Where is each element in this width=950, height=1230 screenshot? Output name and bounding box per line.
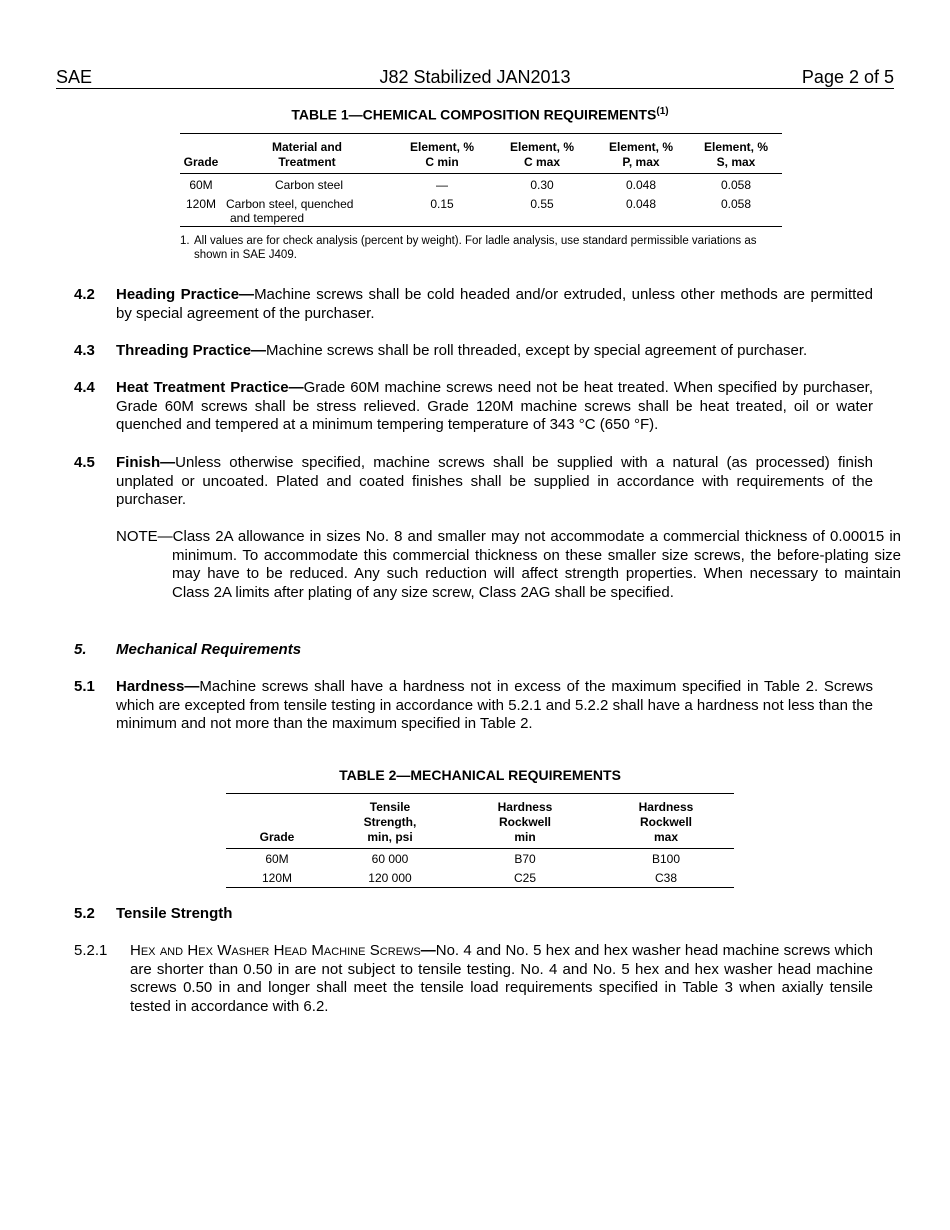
table1-cell-cmin: — bbox=[436, 178, 448, 192]
page-header bbox=[56, 66, 894, 89]
table-row bbox=[180, 174, 782, 194]
section-4-2-paragraph bbox=[116, 286, 873, 323]
section-5-1-number: 5.1 bbox=[74, 678, 95, 695]
section-4-4-number: 4.4 bbox=[74, 379, 95, 396]
table1-header-row bbox=[180, 134, 782, 174]
table1-title-footnote-ref: (1) bbox=[656, 106, 669, 117]
table2-header-tensile: Tensile Strength, min, psi bbox=[363, 800, 417, 844]
section-4-5-paragraph bbox=[116, 454, 873, 510]
table1-footnote-text: All values are for check analysis (percent by weight). For ladle analysis, use standard permissible variations as shown in SAE J409. bbox=[194, 235, 757, 261]
table1-cell-cmax: 0.55 bbox=[530, 197, 554, 211]
table2-header-hardness-max: Hardness Rockwell max bbox=[638, 800, 694, 844]
section-4-4-text: Grade 60M machine screws need not be heat treated. When specified by purchaser, Grade 60M screws shall be stress relieved. Grade 120M machine screws shall be heat treated, oil or water quenched and tempered at a minimum tempering temperature of 343 °C (650 °F). bbox=[116, 379, 873, 434]
section-5-2-1-dash: — bbox=[420, 942, 436, 959]
section-5-2-number: 5.2 bbox=[74, 905, 95, 922]
section-5-2-1-text: No. 4 and No. 5 hex and hex washer head machine screws which are shorter than 0.50 in are not subject to tensile testing. No. 4 and No. 5 hex and hex washer head machine screws 0.50 in and longer shall meet the tensile load requirements specified in Table 3 when axially tensile tested in accordance with 6.2. bbox=[130, 942, 873, 1016]
section-5-title: Mechanical Requirements bbox=[116, 641, 302, 658]
section-5-1-text: Machine screws shall have a hardness not in excess of the maximum specified in Table 2. Screws which are excepted from tensile testing in accordance with 5.2.1 and 5.2.2 shall have a hardness not less than the minimum and not more than the maximum specified in Table 2. bbox=[116, 678, 873, 733]
table1-header-grade: Grade bbox=[183, 155, 219, 169]
table1-cell-material: Carbon steel bbox=[274, 178, 344, 192]
table2-cell-hardness-min: C25 bbox=[513, 871, 536, 885]
table1-header-cmin: Element, % C min bbox=[409, 140, 475, 169]
section-4-3-paragraph bbox=[116, 342, 873, 361]
section-4-2-text: Machine screws shall be cold headed and/or extruded, unless other methods are permitted by special agreement of the purchaser. bbox=[116, 286, 874, 322]
section-5-2-title: Tensile Strength bbox=[116, 905, 233, 922]
table1-cell-pmax: 0.048 bbox=[625, 197, 657, 211]
section-4-5-text: Unless otherwise specified, machine screws shall be supplied with a natural (as processed) finish unplated or uncoated. Plated and coated finishes shall be supplied in accordance with requirements of the purchaser. bbox=[116, 454, 873, 509]
table2-cell-hardness-max: C38 bbox=[654, 871, 677, 885]
section-4-4-title: Heat Treatment Practice— bbox=[116, 379, 304, 396]
section-5-2-1-title: Hex and Hex Washer Head Machine Screws bbox=[130, 942, 421, 959]
table2-header-hardness-min: Hardness Rockwell min bbox=[497, 800, 553, 844]
table1-cell-grade: 60M bbox=[189, 178, 213, 192]
table1-header-material: Material and Treatment bbox=[271, 140, 343, 169]
table1-cell-pmax: 0.048 bbox=[625, 178, 657, 192]
table1-cell-material: Carbon steel, quenched and tempered bbox=[226, 197, 354, 225]
section-5-1-title: Hardness— bbox=[116, 678, 200, 695]
table1-title-text: TABLE 1—CHEMICAL COMPOSITION REQUIREMENTS bbox=[291, 106, 657, 123]
table2-cell-tensile: 120 000 bbox=[368, 871, 412, 885]
table1-cell-cmin: 0.15 bbox=[430, 197, 454, 211]
section-4-5-title: Finish— bbox=[116, 454, 176, 471]
header-org: SAE bbox=[56, 67, 93, 87]
table-row bbox=[226, 849, 734, 869]
table1-footnote-number: 1. bbox=[180, 235, 190, 247]
table1-footnote bbox=[180, 234, 780, 262]
table1-cell-smax: 0.058 bbox=[720, 197, 752, 211]
table2-header-row bbox=[226, 794, 734, 849]
table1-header-smax: Element, % S, max bbox=[703, 140, 769, 169]
table1-header-cmax: Element, % C max bbox=[509, 140, 575, 169]
table1-cell-grade: 120M bbox=[185, 197, 217, 211]
section-5-2-1-paragraph bbox=[130, 942, 873, 1017]
table2-cell-grade: 120M bbox=[261, 871, 293, 885]
table1-cell-cmax: 0.30 bbox=[530, 178, 554, 192]
table1-title bbox=[180, 106, 780, 123]
table2-cell-tensile: 60 000 bbox=[371, 852, 409, 866]
section-4-2-number: 4.2 bbox=[74, 286, 95, 303]
table2-title: TABLE 2—MECHANICAL REQUIREMENTS bbox=[339, 767, 621, 783]
section-4-2-title: Heading Practice— bbox=[116, 286, 255, 303]
header-doc-id: J82 Stabilized JAN2013 bbox=[379, 67, 571, 87]
table2-cell-hardness-max: B100 bbox=[651, 852, 681, 866]
section-5-1-paragraph bbox=[116, 678, 873, 734]
table-row bbox=[180, 193, 782, 227]
table1-cell-smax: 0.058 bbox=[720, 178, 752, 192]
section-4-3-number: 4.3 bbox=[74, 342, 95, 359]
header-page-number: Page 2 of 5 bbox=[801, 67, 894, 87]
table1-header-pmax: Element, % P, max bbox=[608, 140, 674, 169]
table2-header-grade: Grade bbox=[259, 830, 295, 844]
section-4-5-number: 4.5 bbox=[74, 454, 95, 471]
section-4-3-title: Threading Practice— bbox=[116, 342, 267, 359]
table2-cell-hardness-min: B70 bbox=[514, 852, 536, 866]
table1 bbox=[180, 133, 782, 227]
table-row bbox=[226, 868, 734, 888]
section-4-4-paragraph bbox=[116, 379, 873, 435]
table2-cell-grade: 60M bbox=[265, 852, 289, 866]
section-4-3-text: Machine screws shall be roll threaded, except by special agreement of purchaser. bbox=[266, 342, 808, 359]
table2 bbox=[226, 793, 734, 888]
section-5-2-1-number: 5.2.1 bbox=[74, 942, 108, 959]
note-paragraph: NOTE—Class 2A allowance in sizes No. 8 and smaller may not accommodate a commercial thickness of 0.00015 in minimum. To accommodate this commercial thickness on these smaller size screws, the before-plating size may have to be reduced. Any such reduction will affect strength properties. When necessary to maintain Class 2A limits after plating of any size screw, Class 2AG shall be specified. bbox=[116, 528, 901, 602]
section-5-number: 5. bbox=[74, 641, 87, 658]
